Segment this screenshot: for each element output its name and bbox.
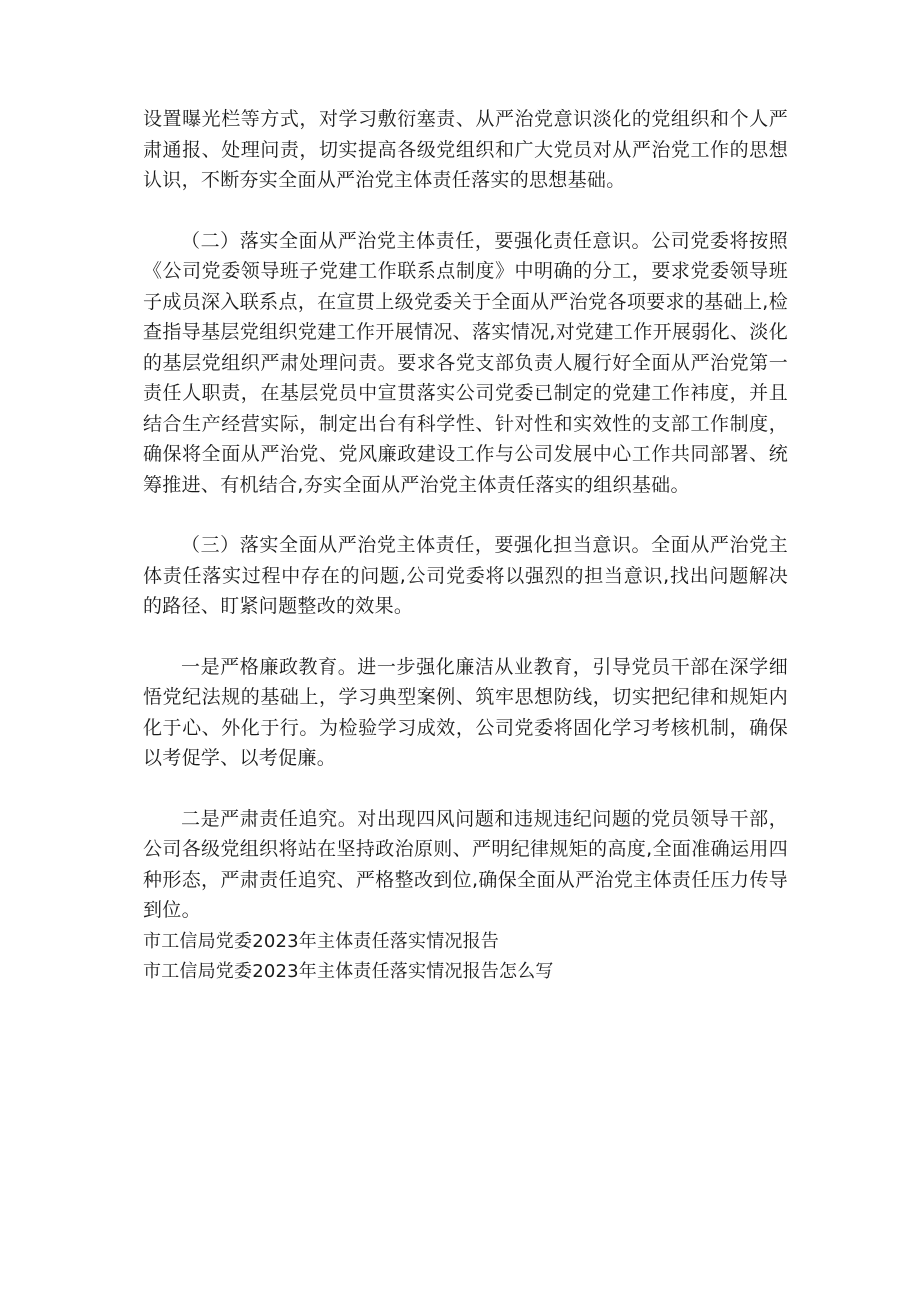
paragraph-point-two: 二是严肃责任追究。对出现四风问题和违规违纪问题的党员领导干部，公司各级党组织将站在坚持政治原则、严明纪律规矩的高度,全面准确运用四种形态，严肃责任追究、严格整改到位,确保全面从严治党主体责任压力传导到位。: [143, 807, 788, 921]
paragraph-point-one: 一是严格廉政教育。进一步强化廉洁从业教育，引导党员干部在深学细悟党纪法规的基础上，学习典型案例、筑牢思想防线，切实把纪律和规矩内化于心、外化于行。为检验学习成效，公司党委将固化学习考核机制，确保以考促学、以考促廉。: [143, 655, 788, 769]
related-title-link-howto[interactable]: 市工信局党委2023年主体责任落实情况报告怎么写: [143, 961, 554, 982]
paragraph-section-three: （三）落实全面从严治党主体责任，要强化担当意识。全面从严治党主体责任落实过程中存在的问题,公司党委将以强烈的担当意识,找出问题解决的路径、盯紧问题整改的效果。: [143, 534, 788, 617]
paragraph-section-two: （二）落实全面从严治党主体责任，要强化责任意识。公司党委将按照《公司党委领导班子党建工作联系点制度》中明确的分工，要求党委领导班子成员深入联系点，在宣贯上级党委关于全面从严治党各项要求的基础上,检查指导基层党组织党建工作开展情况、落实情况,对党建工作开展弱化、淡化的基层党组织严肃处理问责。要求各党支部负责人履行好全面从严治党第一责任人职责，在基层党员中宣贯落实公司党委已制定的党建工作袆度，并且结合生产经营实际，制定出台有科学性、针对性和实效性的支部工作制度，确保将全面从严治党、党风廉政建设工作与公司发展中心工作共同部署、统筹推进、有机结合,夯实全面从严治党主体责任落实的组织基础。: [143, 229, 788, 496]
paragraph-continuation: 设置曝光栏等方式，对学习敷衍塞责、从严治党意识淡化的党组织和个人严肃通报、处理问责，切实提高各级党组织和广大党员对从严治党工作的思想认识，不断夯实全面从严治党主体责任落实的思想基础。: [143, 108, 788, 191]
document-body: [143, 104, 788, 988]
related-title-link[interactable]: 市工信局党委2023年主体责任落实情况报告: [143, 930, 500, 952]
